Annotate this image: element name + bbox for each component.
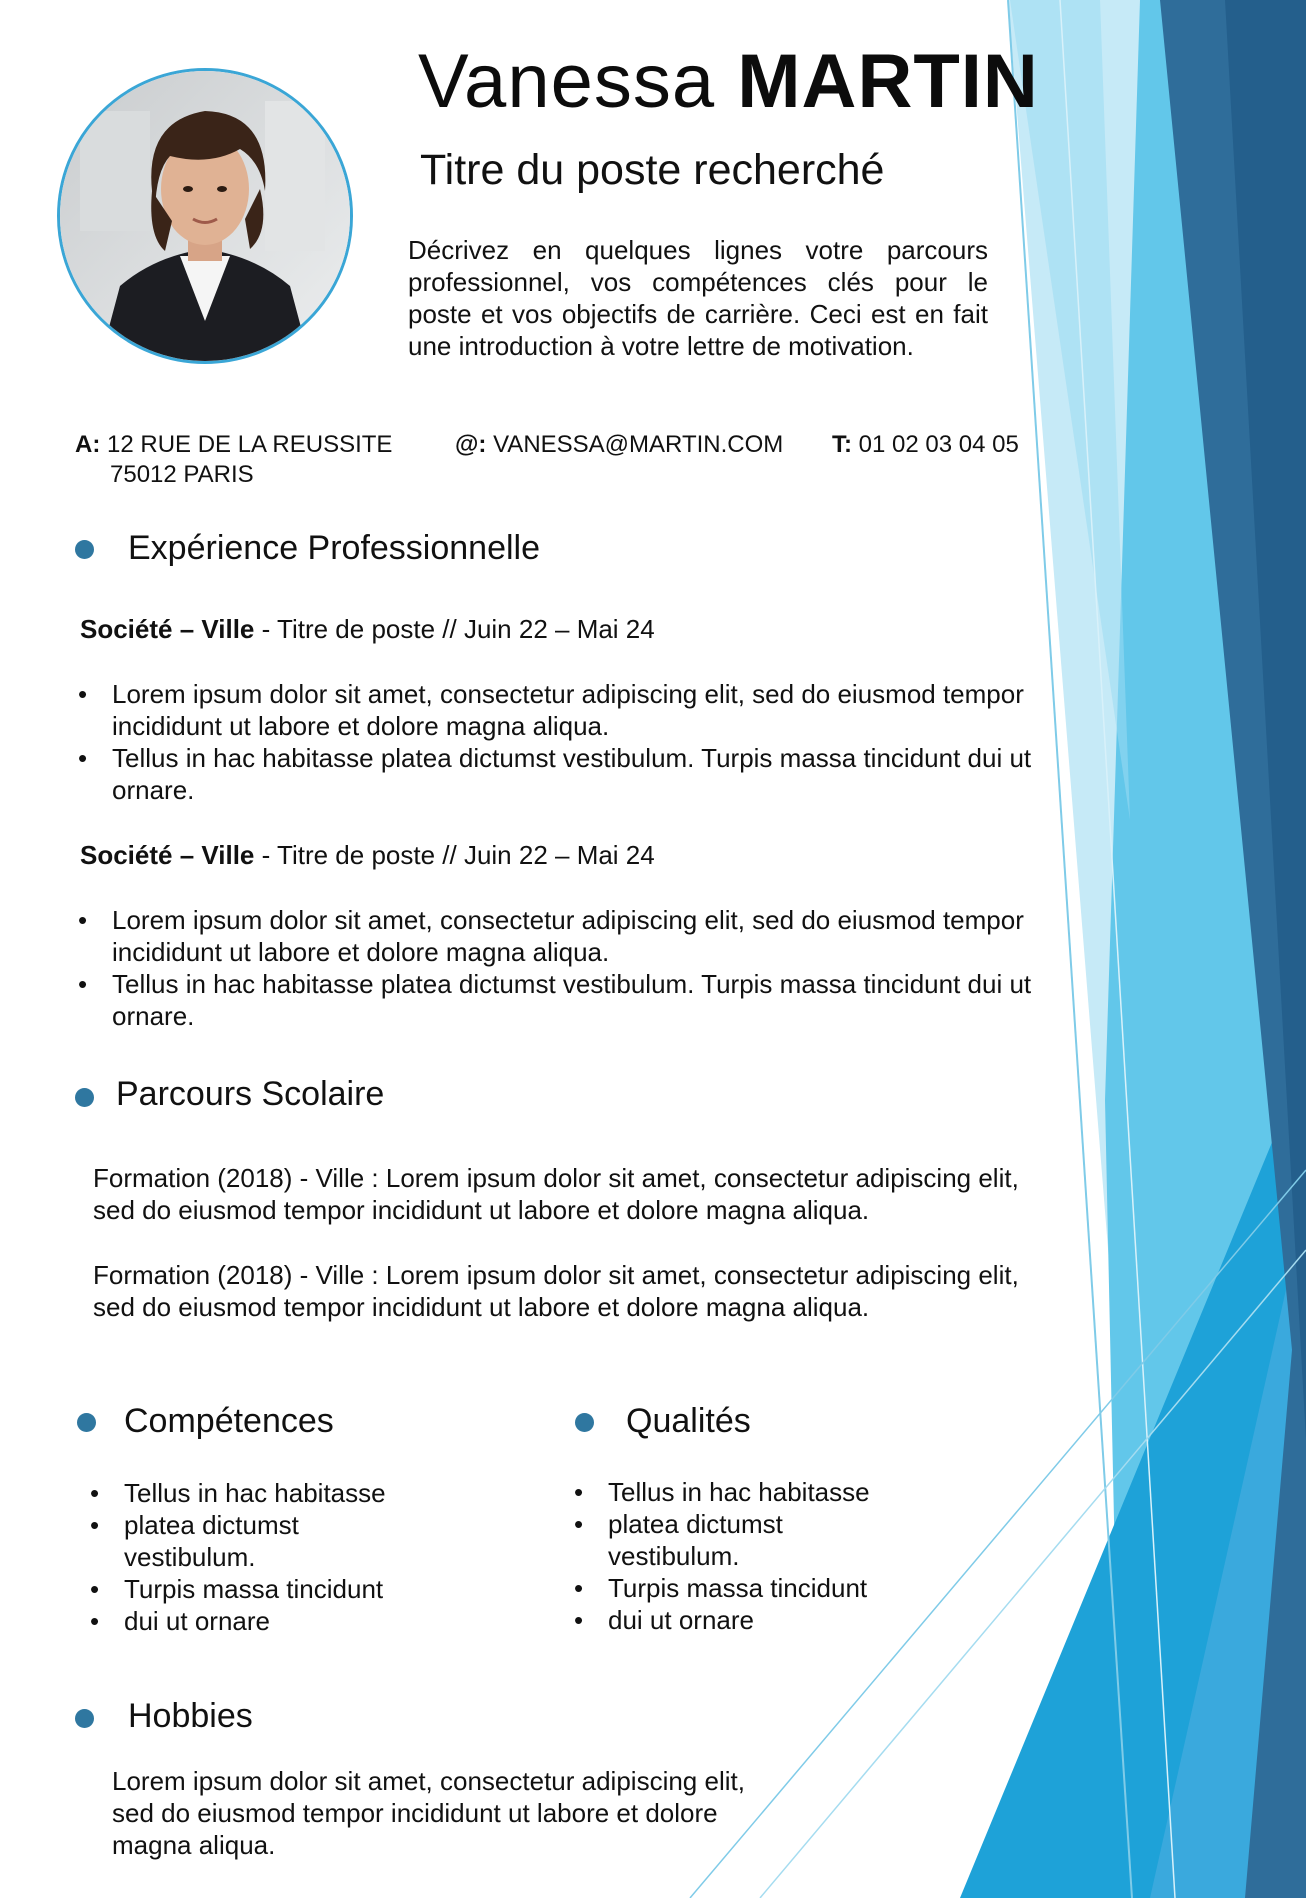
section-bullet-icon [75,1709,94,1728]
section-bullet-icon [75,1088,94,1107]
job-title: Titre du poste recherché [420,146,885,194]
list-item: • Tellus in hac habitasse [574,1476,874,1508]
list-item: • dui ut ornare [90,1605,390,1637]
first-name: Vanessa [418,39,716,124]
list-item: • Tellus in hac habitasse platea dictumst vestibulum. Turpis massa tincidunt dui ut ornare. [78,742,1038,806]
list-item: • Lorem ipsum dolor sit amet, consectetur adipiscing elit, sed do eiusmod tempor incididunt ut labore et dolore magna aliqua. [78,904,1038,968]
list-item: • Turpis massa tincidunt [90,1573,390,1605]
list-item: • Tellus in hac habitasse platea dictumst vestibulum. Turpis massa tincidunt dui ut ornare. [78,968,1038,1032]
candidate-name [418,38,1039,126]
qualities-list [574,1476,874,1636]
address-line1: 12 RUE DE LA REUSSITE [107,431,393,458]
hobbies-text: Lorem ipsum dolor sit amet, consectetur adipiscing elit, sed do eiusmod tempor incididunt ut labore et dolore magna aliqua. [112,1766,745,1860]
education-entry-1: Formation (2018) - Ville : Lorem ipsum dolor sit amet, consectetur adipiscing elit, sed do eiusmod tempor incididunt ut labore et dolore magna aliqua. [93,1163,1019,1225]
job-company: Société – Ville [80,614,255,644]
list-item: • platea dictumst vestibulum. [90,1509,390,1573]
phone-value: 01 02 03 04 05 [858,431,1019,458]
phone-label: T: [832,431,852,458]
job-header-1 [80,613,655,645]
job-header-2 [80,839,655,871]
profile-photo [57,68,353,364]
skills-heading: Compétences [124,1402,334,1440]
list-item: • Tellus in hac habitasse [90,1477,390,1509]
last-name: MARTIN [737,39,1039,124]
portrait-image [60,71,350,361]
job-2-bullets [78,904,1038,1032]
qualities-heading: Qualités [626,1402,751,1440]
email-label: @: [455,431,487,458]
section-bullet-icon [575,1413,594,1432]
job-1-bullets [78,678,1038,806]
experience-heading: Expérience Professionnelle [128,529,541,567]
education-heading: Parcours Scolaire [116,1075,385,1113]
job-company: Société – Ville [80,840,255,870]
address-line2: 75012 PARIS [110,461,254,488]
contact-email [455,430,783,460]
email-value: VANESSA@MARTIN.COM [493,431,784,458]
list-item: • dui ut ornare [574,1604,874,1636]
address-label: A: [75,431,101,458]
job-details: - Titre de poste // Juin 22 – Mai 24 [254,840,655,870]
contact-address [75,430,392,490]
section-bullet-icon [77,1413,96,1432]
education-entry-2: Formation (2018) - Ville : Lorem ipsum dolor sit amet, consectetur adipiscing elit, sed do eiusmod tempor incididunt ut labore et dolore magna aliqua. [93,1260,1019,1322]
job-details: - Titre de poste // Juin 22 – Mai 24 [254,614,655,644]
skills-list [90,1477,390,1637]
section-bullet-icon [75,540,94,559]
hobbies-heading: Hobbies [128,1697,253,1735]
list-item: • platea dictumst vestibulum. [574,1508,874,1572]
list-item: • Turpis massa tincidunt [574,1572,874,1604]
intro-paragraph: Décrivez en quelques lignes votre parcours professionnel, vos compétences clés pour le poste et vos objectifs de carrière. Ceci est en fait une introduction à votre lettre de motivation. [408,235,988,361]
list-item: • Lorem ipsum dolor sit amet, consectetur adipiscing elit, sed do eiusmod tempor incididunt ut labore et dolore magna aliqua. [78,678,1038,742]
contact-phone [832,430,1019,460]
